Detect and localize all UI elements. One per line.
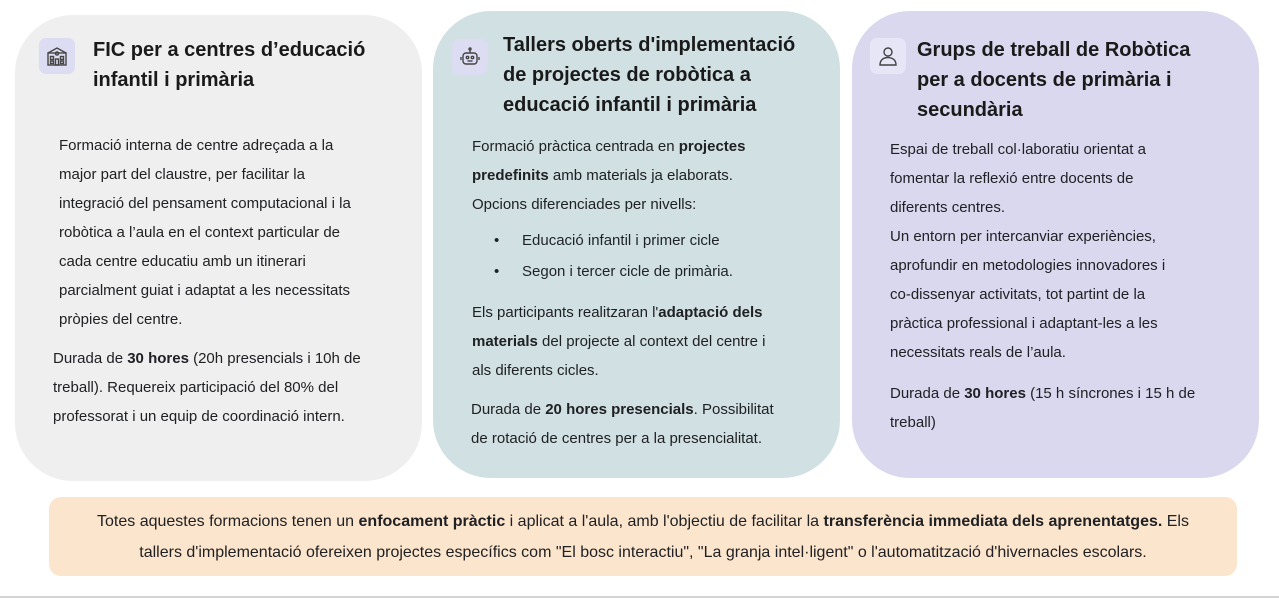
card-duration: Durada de 30 hores (15 h síncrones i 15 h de treball) (890, 385, 1196, 431)
list-item: • Educació infantil i primer cicle (473, 225, 733, 256)
card-tallers (433, 11, 840, 478)
card-duration: Durada de 20 hores presencials. Possibilitat de rotació de centres per a la presencialitat. (471, 401, 774, 447)
card-grups (852, 11, 1259, 478)
card-adaptation: Els participants realitzaran l'adaptació dels materials del projecte al context del centre i als diferents cicles. (472, 304, 766, 379)
summary-note: Totes aquestes formacions tenen un enfocament pràctic i aplicat a l'aula, amb l'objectiu de facilitar la transferència immediata dels aprenentatges. Els tallers d'implementació ofereixen projectes específics com "El bosc interactiu", "La granja intel·ligent" o l'automatització d'hivernacles escolars. (49, 497, 1237, 576)
school-building-icon (39, 38, 75, 74)
card-title: FIC per a centres d’educació infantil i primària (93, 39, 366, 91)
card-intro: Formació pràctica centrada en projectes predefinits amb materials ja elaborats. Opcions diferenciades per nivells: (472, 138, 746, 213)
card-title: Tallers oberts d'implementació de projectes de robòtica a educació infantil i primària (503, 34, 796, 116)
levels-list (473, 225, 733, 287)
card-duration: Durada de 30 hores (20h presencials i 10h de treball). Requereix participació del 80% del professorat i un equip de coordinació intern. (53, 350, 361, 425)
card-description: Espai de treball col·laboratiu orientat a fomentar la reflexió entre docents de diferents centres. Un entorn per intercanviar experiències, aprofundir en metodologies innovadores i co-dissenyar activitats, tot partint de la pràctica professional i adaptant-les a les necessitats reals de l’aula. (890, 141, 1166, 361)
card-fic (15, 15, 422, 481)
robot-icon (452, 39, 488, 75)
card-description: Formació interna de centre adreçada a la major part del claustre, per facilitar la integració del pensament computacional i la robòtica a l’aula en el context particular de cada centre educatiu amb un itinerari parcialment guiat i adaptat a les necessitats pròpies del centre. (59, 137, 351, 328)
list-item: • Segon i tercer cicle de primària. (473, 256, 733, 287)
card-title: Grups de treball de Robòtica per a docents de primària i secundària (917, 39, 1191, 121)
person-icon (870, 38, 906, 74)
